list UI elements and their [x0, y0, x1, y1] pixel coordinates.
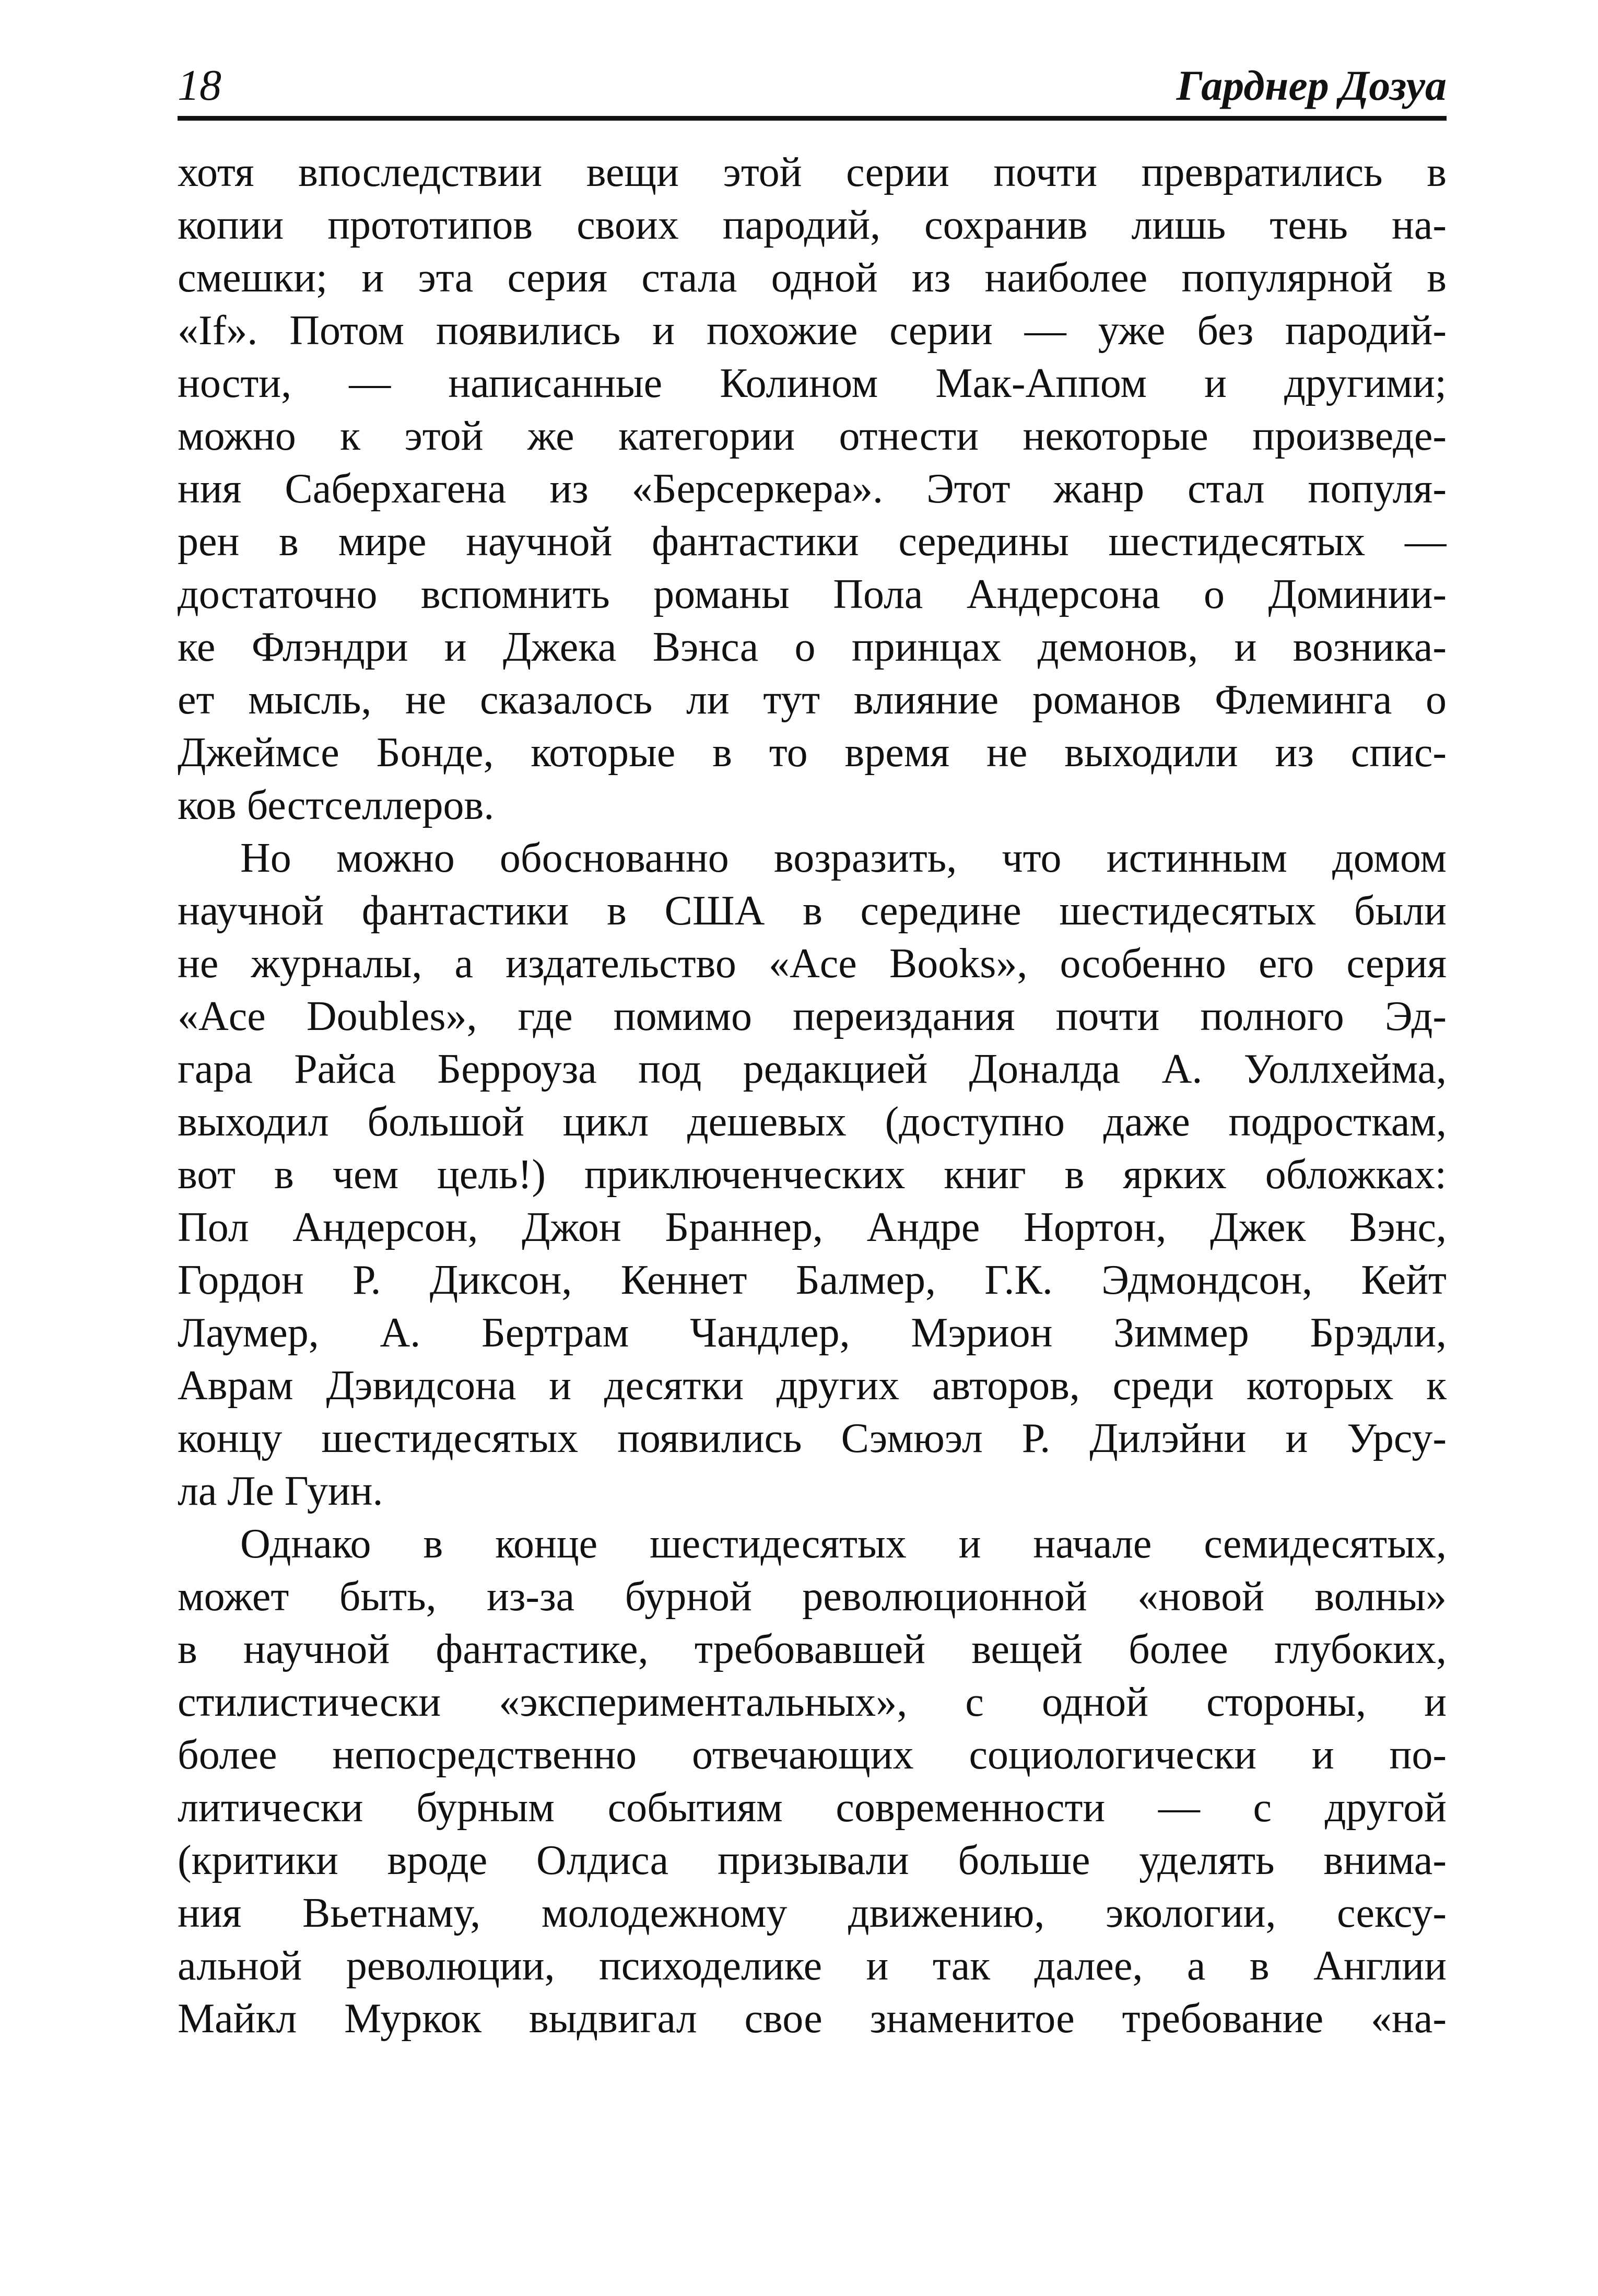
text-line: стилистически «экспериментальных», с одной стороны, и [178, 1679, 1447, 1725]
text-line: литически бурным событиям современности — с другой [178, 1785, 1447, 1831]
text-line: хотя впоследствии вещи этой серии почти превратились в [178, 149, 1447, 195]
text-line: ке Флэндри и Джека Вэнса о принцах демонов, и возника- [178, 624, 1447, 670]
text-line: Однако в конце шестидесятых и начале семидесятых, [240, 1521, 1447, 1567]
text-line: Аврам Дэвидсона и десятки других авторов, среди которых к [178, 1363, 1447, 1409]
text-line: «If». Потом появились и похожие серии — уже без пародий- [178, 308, 1447, 354]
text-line: ния Саберхагена из «Берсеркера». Этот жанр стал популя- [178, 466, 1447, 512]
text-line: «Ace Doubles», где помимо переиздания почти полного Эд- [178, 993, 1447, 1039]
text-line: гара Райса Берроуза под редакцией Доналда А. Уоллхейма, [178, 1046, 1447, 1092]
text-line: Джеймсе Бонде, которые в то время не выходили из спис- [178, 730, 1447, 776]
text-line: Гордон Р. Диксон, Кеннет Балмер, Г.К. Эдмондсон, Кейт [178, 1257, 1447, 1303]
text-line: Лаумер, А. Бертрам Чандлер, Мэрион Зиммер Брэдли, [178, 1310, 1447, 1356]
text-line: Майкл Муркок выдвигал свое знаменитое требование «на- [178, 1996, 1447, 2042]
text-line: концу шестидесятых появились Сэмюэл Р. Дилэйни и Урсу- [178, 1415, 1447, 1461]
text-line: ет мысль, не сказалось ли тут влияние романов Флеминга о [178, 677, 1447, 723]
text-line: ла Ле Гуин. [178, 1468, 383, 1514]
text-line: научной фантастики в США в середине шестидесятых были [178, 888, 1447, 934]
text-line: ности, — написанные Колином Мак-Аппом и другими; [178, 360, 1447, 406]
text-line: вот в чем цель!) приключенческих книг в ярких обложках: [178, 1152, 1447, 1198]
text-line: рен в мире научной фантастики середины шестидесятых — [178, 519, 1447, 565]
text-line: Но можно обоснованно возразить, что истинным домом [240, 835, 1447, 881]
text-line: может быть, из-за бурной революционной «новой волны» [178, 1574, 1447, 1620]
header-rule [178, 116, 1447, 121]
text-line: (критики вроде Олдиса призывали больше уделять внима- [178, 1837, 1447, 1883]
text-line: достаточно вспомнить романы Пола Андерсона о Доминии- [178, 571, 1447, 617]
text-line: ков бестселлеров. [178, 782, 495, 828]
text-line: альной революции, психоделике и так далее, а в Англии [178, 1943, 1447, 1989]
page-header [178, 52, 1447, 115]
text-line: в научной фантастике, требовавшей вещей более глубоких, [178, 1626, 1447, 1672]
text-line: можно к этой же категории отнести некоторые произведе- [178, 413, 1447, 459]
text-line: ния Вьетнаму, молодежному движению, экологии, сексу- [178, 1890, 1447, 1936]
page-number: 18 [178, 61, 221, 110]
text-line: выходил большой цикл дешевых (доступно даже подросткам, [178, 1099, 1447, 1145]
text-line: более непосредственно отвечающих социологически и по- [178, 1732, 1447, 1778]
text-line: Пол Андерсон, Джон Браннер, Андре Нортон, Джек Вэнс, [178, 1204, 1447, 1250]
text-line: не журналы, а издательство «Ace Books», особенно его серия [178, 941, 1447, 987]
running-head: Гарднер Дозуа [1176, 62, 1447, 109]
body-text [178, 146, 1447, 2045]
text-line: смешки; и эта серия стала одной из наиболее популярной в [178, 255, 1447, 301]
text-line: копии прототипов своих пародий, сохранив лишь тень на- [178, 202, 1447, 248]
